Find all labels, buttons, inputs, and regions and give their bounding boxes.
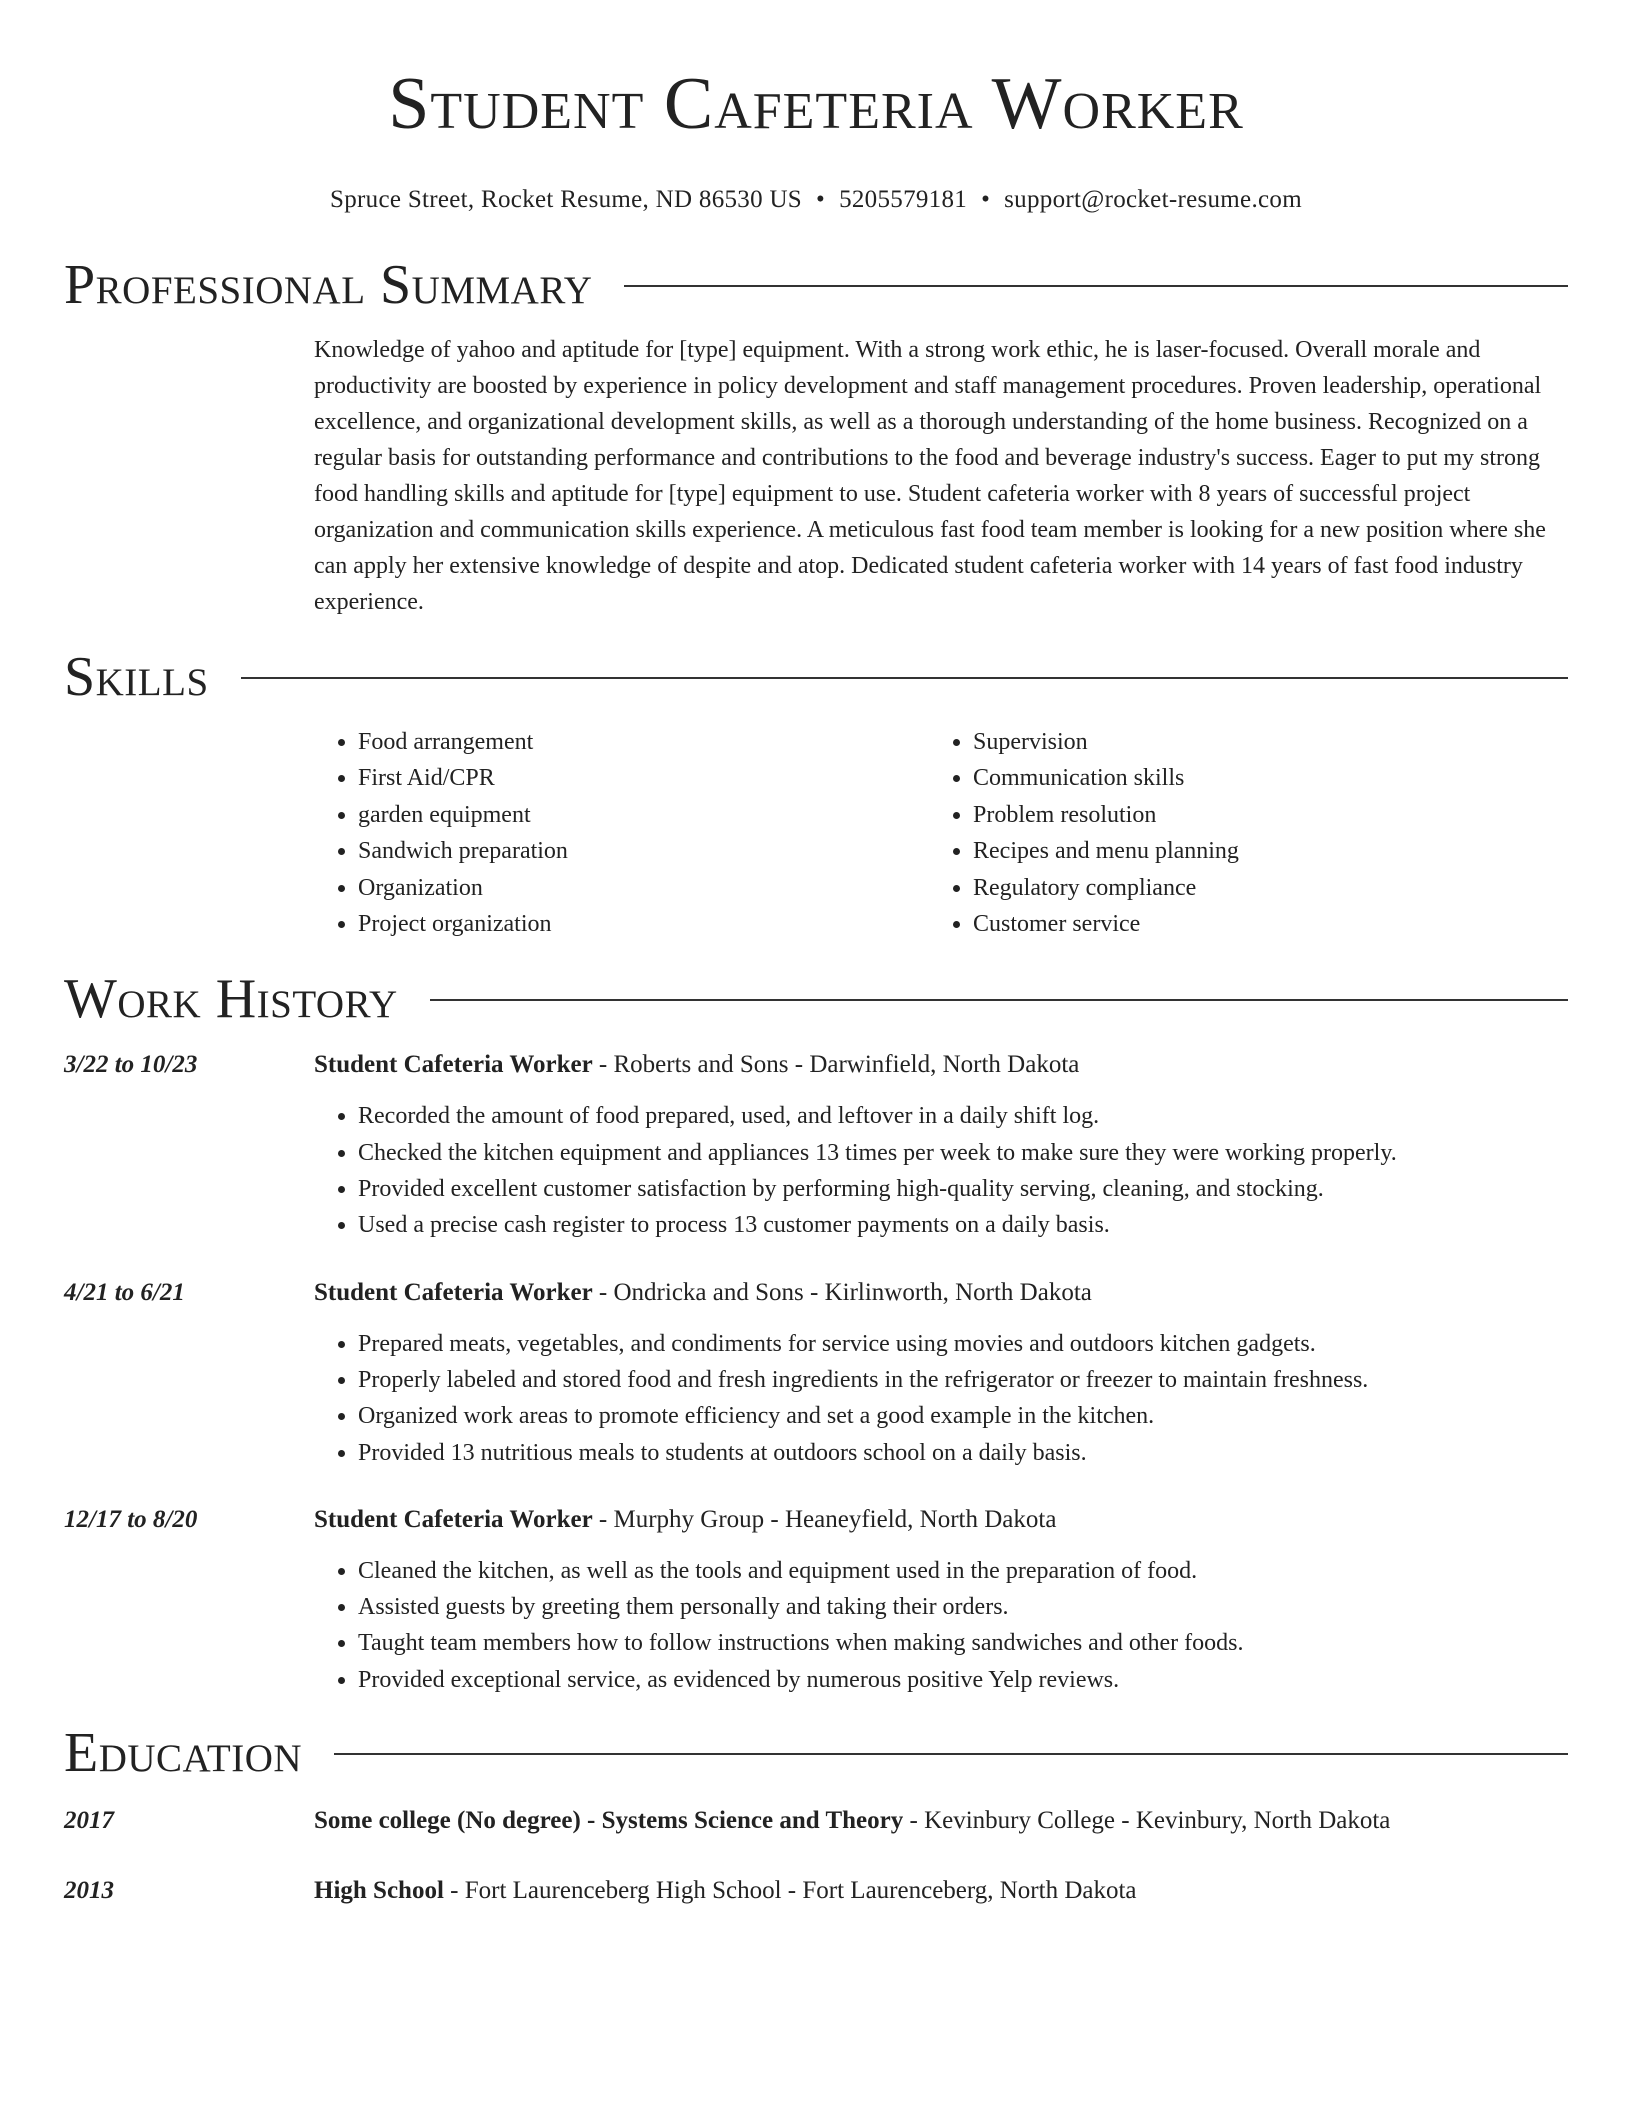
education-section-title: Education bbox=[64, 1722, 303, 1784]
education-year: 2017 bbox=[64, 1807, 114, 1834]
job-heading bbox=[314, 1276, 1568, 1310]
skill-item: • Regulatory compliance bbox=[973, 870, 1544, 906]
job-duties bbox=[314, 1098, 1568, 1243]
duty-item: • Prepared meats, vegetables, and condiments for service using movies and outdoors kitchen gadgets. bbox=[358, 1326, 1568, 1362]
duty-item: • Used a precise cash register to process 13 customer payments on a daily basis. bbox=[358, 1207, 1568, 1243]
education-school: - Fort Laurenceberg High School - Fort Laurenceberg, North Dakota bbox=[443, 1877, 1137, 1904]
summary-text: Knowledge of yahoo and aptitude for [type] equipment. With a strong work ethic, he is laser-focused. Overall morale and productivity are boosted by experience in policy development and staff management procedures. Proven leadership, operational excellence, and organizational development skills, as well as a thorough understanding of the home business. Recognized on a regular basis for outstanding performance and contributions to the food and beverage industry's success. Eager to put my strong food handling skills and aptitude for [type] equipment to use. Student cafeteria worker with 8 years of successful project organization and communication skills experience. A meticulous fast food team member is looking for a new position where she can apply her extensive knowledge of despite and atop. Dedicated student cafeteria worker with 14 years of fast food industry experience. bbox=[314, 337, 1546, 615]
duty-item: • Properly labeled and stored food and fresh ingredients in the refrigerator or freezer to maintain freshness. bbox=[358, 1362, 1568, 1398]
skills-section-title: Skills bbox=[64, 646, 209, 708]
skill-item: • First Aid/CPR bbox=[358, 760, 929, 796]
education-degree: Some college (No degree) - Systems Science and Theory bbox=[314, 1807, 904, 1834]
skills-list-right bbox=[929, 724, 1544, 942]
contact-email: support@rocket-resume.com bbox=[1004, 186, 1302, 213]
skills-grid bbox=[314, 724, 1568, 942]
education-section-header bbox=[64, 1720, 1568, 1786]
skill-item: • garden equipment bbox=[358, 797, 929, 833]
section-divider bbox=[241, 677, 1568, 679]
duty-item: • Provided 13 nutritious meals to students at outdoors school on a daily basis. bbox=[358, 1435, 1568, 1471]
skills-section-header bbox=[64, 644, 1568, 710]
education-school: - Kevinbury College - Kevinbury, North Dakota bbox=[903, 1807, 1391, 1834]
job-position: Student Cafeteria Worker bbox=[314, 1505, 593, 1533]
job-position: Student Cafeteria Worker bbox=[314, 1051, 593, 1079]
skill-item: • Organization bbox=[358, 870, 929, 906]
skill-item: • Problem resolution bbox=[973, 797, 1544, 833]
section-divider bbox=[624, 285, 1568, 287]
job-duties bbox=[314, 1326, 1568, 1471]
job-entry bbox=[64, 1503, 1568, 1698]
skill-item: • Customer service bbox=[973, 906, 1544, 942]
education-entry bbox=[64, 1874, 1568, 1908]
job-position: Student Cafeteria Worker bbox=[314, 1278, 593, 1306]
contact-separator: • bbox=[981, 186, 991, 213]
duty-item: • Organized work areas to promote efficiency and set a good example in the kitchen. bbox=[358, 1398, 1568, 1434]
duty-item: • Checked the kitchen equipment and appliances 13 times per week to make sure they were working properly. bbox=[358, 1135, 1568, 1171]
skill-item: • Sandwich preparation bbox=[358, 833, 929, 869]
education-heading bbox=[314, 1874, 1568, 1908]
summary-section-header bbox=[64, 252, 1568, 318]
section-divider bbox=[334, 1753, 1568, 1755]
contact-separator: • bbox=[816, 186, 826, 213]
duty-item: • Assisted guests by greeting them personally and taking their orders. bbox=[358, 1589, 1568, 1625]
education-year: 2013 bbox=[64, 1877, 114, 1904]
resume-name: Student Cafeteria Worker bbox=[388, 63, 1244, 145]
skill-item: • Recipes and menu planning bbox=[973, 833, 1544, 869]
education-degree: High School bbox=[314, 1877, 444, 1904]
duty-item: • Provided exceptional service, as evidenced by numerous positive Yelp reviews. bbox=[358, 1662, 1568, 1698]
contact-phone: 5205579181 bbox=[839, 186, 968, 213]
job-entry bbox=[64, 1048, 1568, 1243]
job-heading bbox=[314, 1503, 1568, 1537]
duty-item: • Taught team members how to follow instructions when making sandwiches and other foods. bbox=[358, 1625, 1568, 1661]
duty-item: • Recorded the amount of food prepared, used, and leftover in a daily shift log. bbox=[358, 1098, 1568, 1134]
job-duties bbox=[314, 1553, 1568, 1698]
duty-item: • Provided excellent customer satisfaction by performing high-quality serving, cleaning, and stocking. bbox=[358, 1171, 1568, 1207]
skill-item: • Project organization bbox=[358, 906, 929, 942]
duty-item: • Cleaned the kitchen, as well as the tools and equipment used in the preparation of food. bbox=[358, 1553, 1568, 1589]
job-entry bbox=[64, 1276, 1568, 1471]
job-dates: 4/21 to 6/21 bbox=[64, 1278, 185, 1306]
section-divider bbox=[430, 999, 1568, 1001]
job-company: - Roberts and Sons - Darwinfield, North Dakota bbox=[592, 1051, 1080, 1079]
contact-address: Spruce Street, Rocket Resume, ND 86530 US bbox=[330, 186, 803, 213]
skill-item: • Supervision bbox=[973, 724, 1544, 760]
work-section-title: Work History bbox=[64, 968, 398, 1031]
work-section-header bbox=[64, 966, 1568, 1032]
job-dates: 12/17 to 8/20 bbox=[64, 1505, 198, 1533]
skill-item: • Food arrangement bbox=[358, 724, 929, 760]
contact-line bbox=[64, 184, 1568, 216]
job-dates: 3/22 to 10/23 bbox=[64, 1051, 198, 1079]
job-heading bbox=[314, 1048, 1568, 1082]
job-company: - Murphy Group - Heaneyfield, North Dakota bbox=[592, 1505, 1057, 1533]
job-company: - Ondricka and Sons - Kirlinworth, North Dakota bbox=[592, 1278, 1092, 1306]
education-heading bbox=[314, 1804, 1568, 1838]
skills-list-left bbox=[314, 724, 929, 942]
skill-item: • Communication skills bbox=[973, 760, 1544, 796]
summary-section-title: Professional Summary bbox=[64, 254, 593, 316]
education-entry bbox=[64, 1804, 1568, 1838]
